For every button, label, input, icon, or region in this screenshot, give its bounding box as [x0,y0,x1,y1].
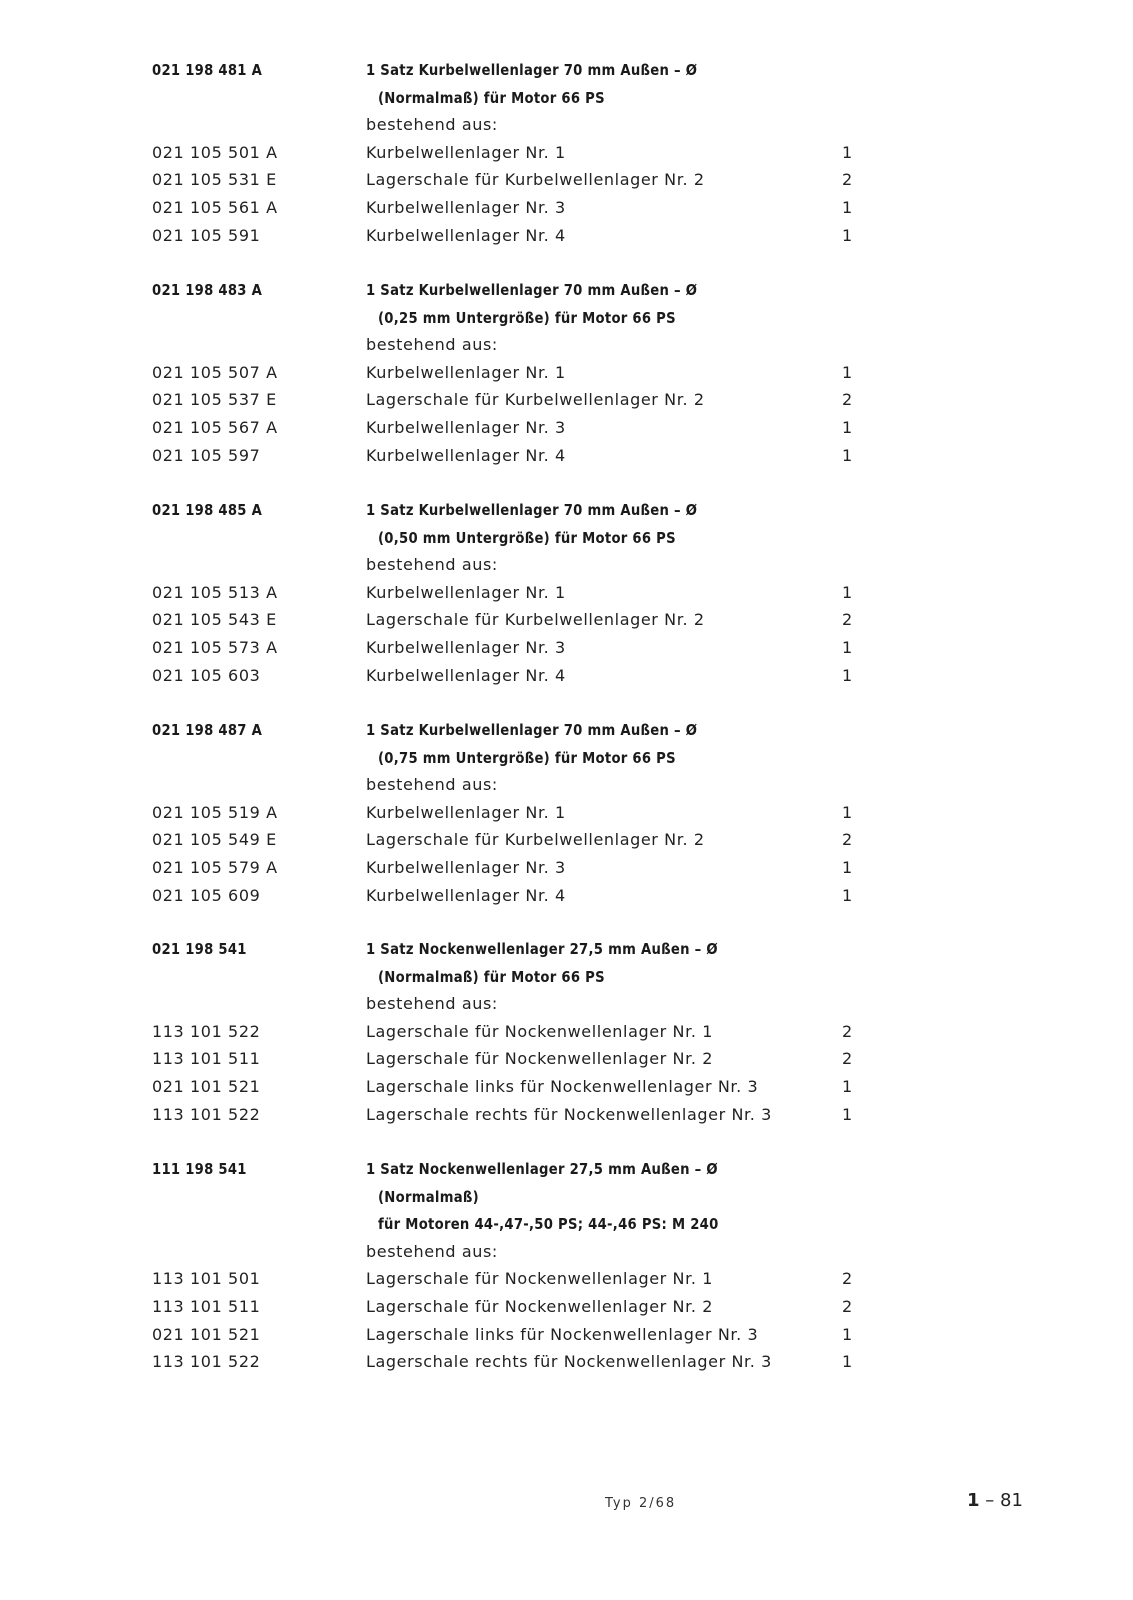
set-title-line: (0,25 mm Untergröße) für Motor 66 PS [378,309,676,327]
item-description: Kurbelwellenlager Nr. 4 [366,666,566,685]
item-part-number: 021 105 579 A [152,858,278,877]
item-quantity: 2 [842,170,853,189]
set-title-line: für Motoren 44-,47-,50 PS; 44-,46 PS: M 240 [378,1215,719,1233]
parts-list-item [0,581,1133,609]
set-header-row [0,1212,1133,1240]
item-description: Kurbelwellenlager Nr. 4 [366,446,566,465]
consisting-of-row [0,333,1133,361]
item-description: Lagerschale für Nockenwellenlager Nr. 1 [366,1269,713,1288]
item-description: Kurbelwellenlager Nr. 4 [366,226,566,245]
item-part-number: 113 101 522 [152,1352,261,1371]
consisting-of-label: bestehend aus: [366,775,498,794]
item-description: Kurbelwellenlager Nr. 3 [366,858,566,877]
item-quantity: 1 [842,886,853,905]
item-description: Kurbelwellenlager Nr. 1 [366,363,566,382]
item-part-number: 021 105 597 [152,446,261,465]
item-quantity: 1 [842,583,853,602]
parts-list-item [0,1323,1133,1351]
item-description: Lagerschale rechts für Nockenwellenlager Nr. 3 [366,1105,772,1124]
footer-type-label: Typ 2/68 [605,1496,677,1511]
set-part-number: 021 198 541 [152,940,247,958]
parts-list-item [0,608,1133,636]
item-part-number: 021 105 549 E [152,830,277,849]
set-part-number: 111 198 541 [152,1160,247,1178]
item-part-number: 021 105 513 A [152,583,278,602]
set-header-row [0,278,1133,306]
set-part-number: 021 198 483 A [152,281,263,299]
set-header-row [0,498,1133,526]
set-header-row [0,965,1133,993]
item-part-number: 021 105 573 A [152,638,278,657]
item-part-number: 021 105 567 A [152,418,278,437]
item-quantity: 1 [842,446,853,465]
parts-list-item [0,1020,1133,1048]
parts-list-item [0,141,1133,169]
item-description: Lagerschale für Nockenwellenlager Nr. 1 [366,1022,713,1041]
consisting-of-label: bestehend aus: [366,994,498,1013]
set-title-line: (Normalmaß) für Motor 66 PS [378,89,605,107]
item-description: Lagerschale für Kurbelwellenlager Nr. 2 [366,830,705,849]
item-part-number: 021 105 543 E [152,610,277,629]
item-quantity: 1 [842,666,853,685]
parts-list-item [0,416,1133,444]
item-quantity: 1 [842,226,853,245]
parts-list-item [0,801,1133,829]
parts-list-item [0,1267,1133,1295]
set-title-line: (Normalmaß) für Motor 66 PS [378,968,605,986]
item-quantity: 1 [842,803,853,822]
parts-list-item [0,664,1133,692]
item-quantity: 1 [842,143,853,162]
item-description: Lagerschale links für Nockenwellenlager Nr. 3 [366,1077,759,1096]
parts-list-item [0,444,1133,472]
item-quantity: 2 [842,830,853,849]
parts-list-item [0,856,1133,884]
item-quantity: 1 [842,858,853,877]
consisting-of-row [0,773,1133,801]
item-description: Lagerschale rechts für Nockenwellenlager Nr. 3 [366,1352,772,1371]
set-title-line: 1 Satz Nockenwellenlager 27,5 mm Außen – Ø [366,940,718,958]
item-description: Lagerschale für Kurbelwellenlager Nr. 2 [366,390,705,409]
consisting-of-label: bestehend aus: [366,1242,498,1261]
consisting-of-row [0,1240,1133,1268]
set-title-line: 1 Satz Nockenwellenlager 27,5 mm Außen – Ø [366,1160,718,1178]
parts-list-item [0,1103,1133,1131]
footer-page-number [967,1490,1023,1511]
item-quantity: 2 [842,1049,853,1068]
item-part-number: 113 101 501 [152,1269,261,1288]
item-part-number: 021 105 591 [152,226,261,245]
item-quantity: 1 [842,1105,853,1124]
consisting-of-row [0,113,1133,141]
set-title-line: 1 Satz Kurbelwellenlager 70 mm Außen – Ø [366,61,698,79]
set-title-line: (0,75 mm Untergröße) für Motor 66 PS [378,749,676,767]
consisting-of-row [0,992,1133,1020]
item-quantity: 1 [842,363,853,382]
set-header-row [0,718,1133,746]
parts-list-item [0,224,1133,252]
item-part-number: 021 105 603 [152,666,261,685]
set-header-row [0,746,1133,774]
set-header-row [0,86,1133,114]
set-header-row [0,306,1133,334]
item-part-number: 021 105 561 A [152,198,278,217]
set-title-line: (0,50 mm Untergröße) für Motor 66 PS [378,529,676,547]
consisting-of-label: bestehend aus: [366,555,498,574]
item-part-number: 021 101 521 [152,1325,261,1344]
consisting-of-row [0,553,1133,581]
consisting-of-label: bestehend aus: [366,115,498,134]
parts-list-item [0,884,1133,912]
parts-list-item [0,361,1133,389]
item-quantity: 2 [842,390,853,409]
item-part-number: 113 101 522 [152,1105,261,1124]
item-quantity: 2 [842,610,853,629]
set-header-row [0,58,1133,86]
item-quantity: 1 [842,1325,853,1344]
parts-list-item [0,1295,1133,1323]
item-part-number: 021 101 521 [152,1077,261,1096]
set-header-row [0,1185,1133,1213]
item-quantity: 2 [842,1269,853,1288]
item-quantity: 2 [842,1297,853,1316]
item-description: Kurbelwellenlager Nr. 1 [366,143,566,162]
item-description: Kurbelwellenlager Nr. 1 [366,583,566,602]
parts-list-item [0,196,1133,224]
set-title-line: 1 Satz Kurbelwellenlager 70 mm Außen – Ø [366,721,698,739]
parts-list-item [0,168,1133,196]
item-quantity: 1 [842,1352,853,1371]
set-title-line: (Normalmaß) [378,1188,479,1206]
footer-page-section: 1 [967,1490,980,1511]
item-part-number: 021 105 609 [152,886,261,905]
set-part-number: 021 198 487 A [152,721,263,739]
parts-list-item [0,828,1133,856]
item-description: Kurbelwellenlager Nr. 3 [366,198,566,217]
set-header-row [0,1157,1133,1185]
item-description: Lagerschale für Kurbelwellenlager Nr. 2 [366,170,705,189]
set-header-row [0,937,1133,965]
item-description: Lagerschale für Nockenwellenlager Nr. 2 [366,1049,713,1068]
parts-list-item [0,388,1133,416]
item-quantity: 2 [842,1022,853,1041]
item-description: Lagerschale links für Nockenwellenlager Nr. 3 [366,1325,759,1344]
set-part-number: 021 198 485 A [152,501,263,519]
parts-list-item [0,1075,1133,1103]
item-description: Kurbelwellenlager Nr. 4 [366,886,566,905]
item-quantity: 1 [842,1077,853,1096]
item-part-number: 021 105 531 E [152,170,277,189]
item-part-number: 021 105 501 A [152,143,278,162]
consisting-of-label: bestehend aus: [366,335,498,354]
item-description: Lagerschale für Nockenwellenlager Nr. 2 [366,1297,713,1316]
item-description: Kurbelwellenlager Nr. 3 [366,418,566,437]
item-part-number: 021 105 537 E [152,390,277,409]
item-part-number: 021 105 519 A [152,803,278,822]
set-title-line: 1 Satz Kurbelwellenlager 70 mm Außen – Ø [366,281,698,299]
item-quantity: 1 [842,198,853,217]
parts-list-item [0,1047,1133,1075]
item-part-number: 113 101 511 [152,1049,261,1068]
item-description: Lagerschale für Kurbelwellenlager Nr. 2 [366,610,705,629]
set-part-number: 021 198 481 A [152,61,263,79]
item-part-number: 021 105 507 A [152,363,278,382]
set-title-line: 1 Satz Kurbelwellenlager 70 mm Außen – Ø [366,501,698,519]
item-quantity: 1 [842,418,853,437]
item-quantity: 1 [842,638,853,657]
item-part-number: 113 101 522 [152,1022,261,1041]
set-header-row [0,526,1133,554]
item-description: Kurbelwellenlager Nr. 1 [366,803,566,822]
footer-page-num: – 81 [985,1490,1023,1511]
parts-list-item [0,1350,1133,1378]
item-description: Kurbelwellenlager Nr. 3 [366,638,566,657]
item-part-number: 113 101 511 [152,1297,261,1316]
parts-list-item [0,636,1133,664]
